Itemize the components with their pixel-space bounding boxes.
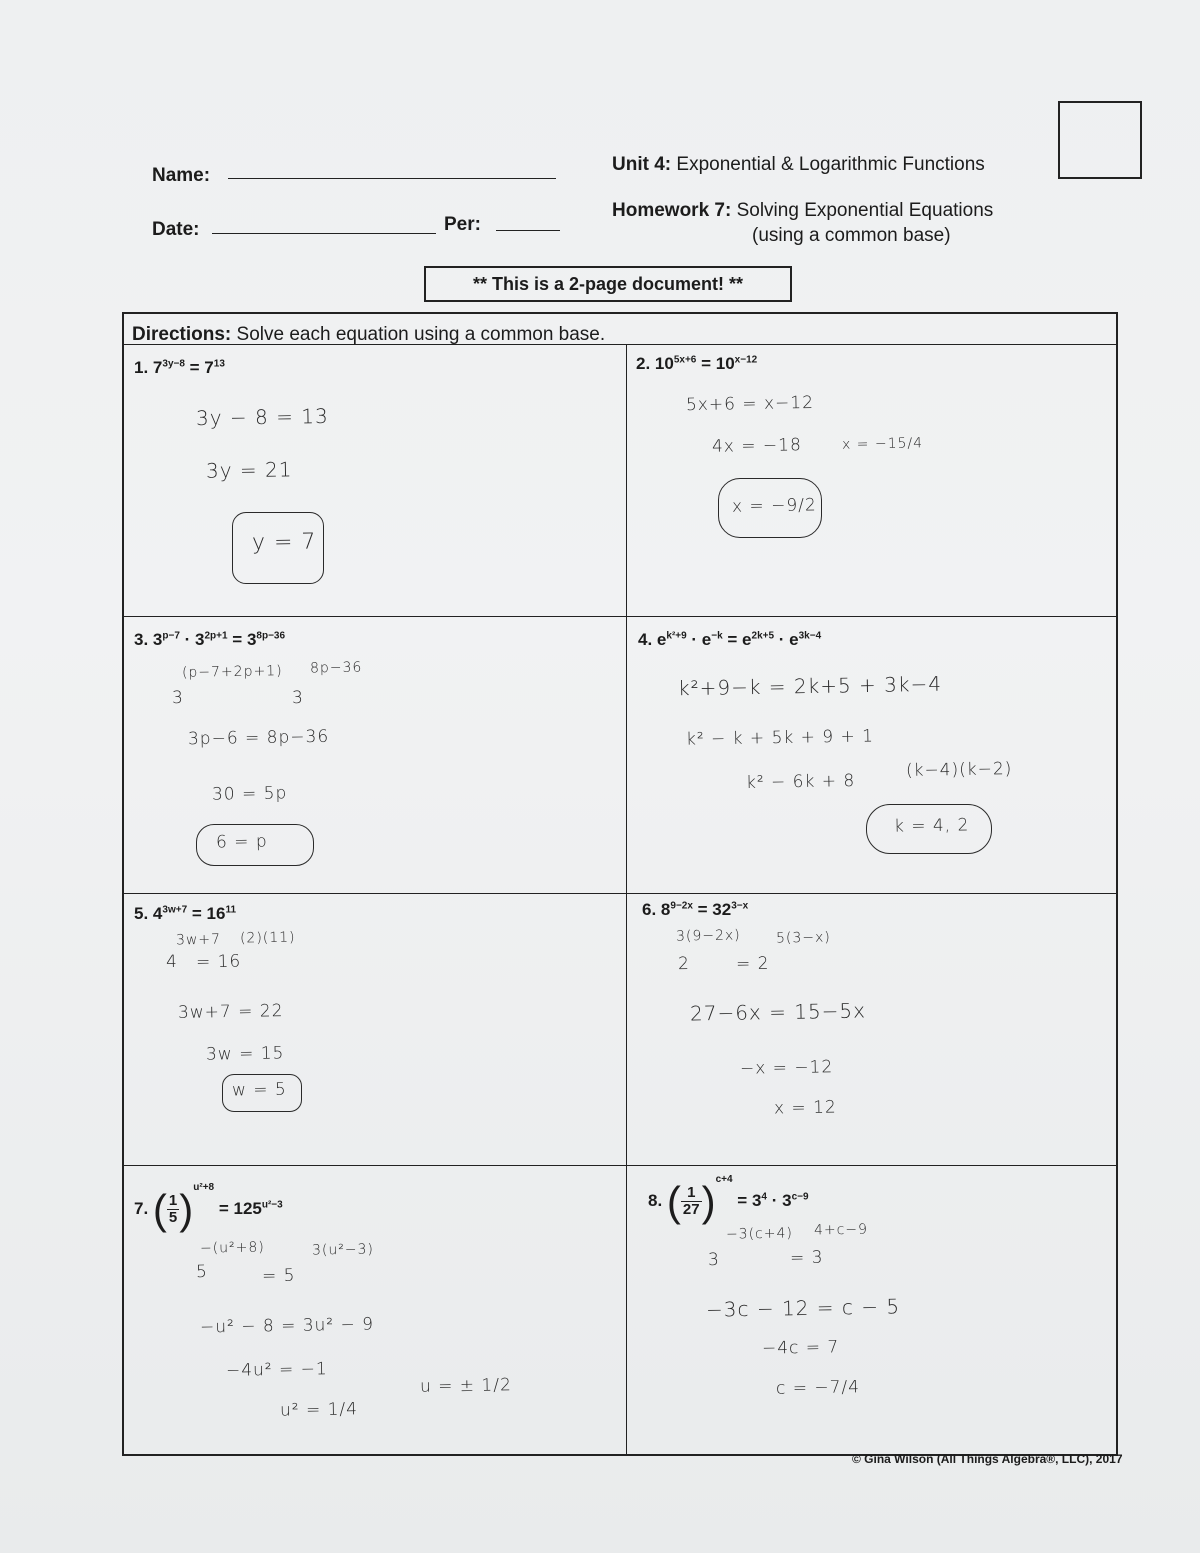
work-5-answer: w = 5 (231, 1079, 287, 1101)
work-2-aside: x = −15/4 (841, 435, 924, 453)
work-7-line-2: −u² − 8 = 3u² − 9 (199, 1314, 375, 1338)
work-4-line-2: k² − k + 5k + 9 + 1 (685, 726, 875, 750)
work-8-base-right: = 3 (789, 1247, 824, 1269)
work-7-base-left: 5 (195, 1261, 209, 1283)
work-3-base-left: 3 (171, 687, 185, 709)
work-1-answer: y = 7 (251, 529, 317, 556)
homework-name: Solving Exponential Equations (736, 200, 994, 221)
date-blank (212, 233, 436, 234)
problem-2: 2. $10^{5x+6} = 10^{x-12}$ (636, 354, 758, 373)
work-7-answer: u = ± 1/2 (419, 1375, 513, 1397)
directions-text: Solve each equation using a common base. (236, 324, 606, 345)
grid-divider-row1 (122, 616, 1118, 617)
work-8-line-2: −3c − 12 = c − 5 (705, 1294, 901, 1322)
work-7-line-4: u² = 1/4 (279, 1399, 359, 1421)
work-2-line-1: 5x+6 = x−12 (685, 392, 815, 416)
work-5-exp-left: 3w+7 (175, 931, 222, 949)
work-5-line-2: 3w+7 = 22 (177, 1001, 284, 1023)
work-8-answer: c = −7/4 (775, 1377, 861, 1399)
work-6-answer: x = 12 (773, 1097, 837, 1119)
work-7-line-3: −4u² = −1 (225, 1359, 328, 1381)
directions-label: Directions: (132, 324, 232, 345)
date-label: Date: (152, 219, 200, 240)
unit-title (612, 154, 985, 176)
work-3-line-3: 30 = 5p (211, 783, 288, 805)
per-blank (496, 230, 560, 231)
work-2-line-2: 4x = −18 (711, 435, 802, 457)
problem-8-fraction: $\frac{1}{27}$ (682, 1184, 700, 1219)
work-6-exp-right: 5(3−x) (775, 929, 831, 947)
directions (132, 324, 605, 346)
work-4-line-1: k²+9−k = 2k+5 + 3k−4 (677, 671, 943, 701)
per-label: Per: (444, 214, 481, 235)
work-7-exp-left: −(u²+8) (199, 1239, 265, 1257)
work-1-line-2: 3y = 21 (205, 457, 293, 483)
unit-name: Exponential & Logarithmic Functions (676, 154, 985, 175)
work-5-line-3: 3w = 15 (205, 1043, 285, 1065)
work-3-exp-left: (p−7+2p+1) (181, 663, 283, 681)
grid-divider-top (122, 344, 1118, 345)
copyright: © Gina Wilson (All Things Algebra®, LLC), 2017 (852, 1452, 1123, 1466)
work-7-base-right: = 5 (261, 1265, 296, 1287)
work-7-exp-right: 3(u²−3) (311, 1241, 375, 1259)
problem-6: 6. $8^{9-2x} = 32^{3-x}$ (642, 900, 749, 919)
problem-7-fraction: $\frac{1}{5}$ (168, 1192, 178, 1227)
work-5-base-left: 4 (165, 951, 179, 973)
grid-divider-row2 (122, 893, 1118, 894)
problem-1: 1. $7^{3y-8} = 7^{13}$ (134, 358, 225, 377)
name-blank (228, 178, 556, 179)
work-3-base-right: 3 (291, 687, 305, 709)
work-2-answer: x = −9/2 (731, 495, 817, 517)
work-8-exp-right: 4+c−9 (813, 1221, 869, 1239)
page-notice: ** This is a 2-page document! ** (424, 266, 792, 302)
work-3-line-2: 3p−6 = 8p−36 (187, 726, 330, 750)
work-6-line-2: 27−6x = 15−5x (689, 998, 867, 1026)
problem-4: 4. $e^{k^2+9} \cdot e^{-k} = e^{2k+5} \cdot e^{3k-4}$ (638, 630, 822, 649)
work-4-factored: (k−4)(k−2) (905, 759, 1013, 781)
work-4-line-3: k² − 6k + 8 (745, 771, 856, 793)
work-8-exp-left: −3(c+4) (725, 1225, 794, 1243)
homework-title (612, 200, 993, 222)
work-5-exp-right: (2)(11) (239, 929, 296, 947)
work-3-exp-right: 8p−36 (309, 659, 363, 677)
work-4-answer: k = 4, 2 (893, 815, 970, 837)
problem-8: 8. ( $\frac{1}{27}$ )$^{c+4} = 3^4 \cdot 3^{c-9}$ (648, 1174, 809, 1225)
work-6-exp-left: 3(9−2x) (675, 927, 741, 945)
problem-7: 7. ( $\frac{1}{5}$ )$^{u^2+8} = 125^{u^2-3}$ (134, 1182, 283, 1233)
work-6-base-right: = 2 (735, 953, 770, 975)
homework-number: Homework 7: (612, 200, 732, 221)
grid-divider-row3 (122, 1165, 1118, 1166)
work-8-line-3: −4c = 7 (761, 1337, 840, 1359)
work-8-base-left: 3 (707, 1249, 721, 1271)
work-1-line-1: 3y − 8 = 13 (195, 403, 329, 431)
problem-5: 5. $4^{3w+7} = 16^{11}$ (134, 904, 237, 923)
homework-subtitle: (using a common base) (752, 225, 951, 246)
work-3-answer: 6 = p (215, 831, 268, 853)
unit-number: Unit 4: (612, 154, 672, 175)
work-5-base-right: = 16 (195, 951, 242, 973)
grid-divider-middle (626, 344, 627, 1454)
work-6-base-left: 2 (677, 953, 691, 975)
score-box (1058, 101, 1142, 179)
work-6-line-3: −x = −12 (739, 1057, 834, 1079)
problem-3: 3. $3^{p-7} \cdot 3^{2p+1} = 3^{8p-36}$ (134, 630, 286, 649)
name-label: Name: (152, 165, 211, 186)
